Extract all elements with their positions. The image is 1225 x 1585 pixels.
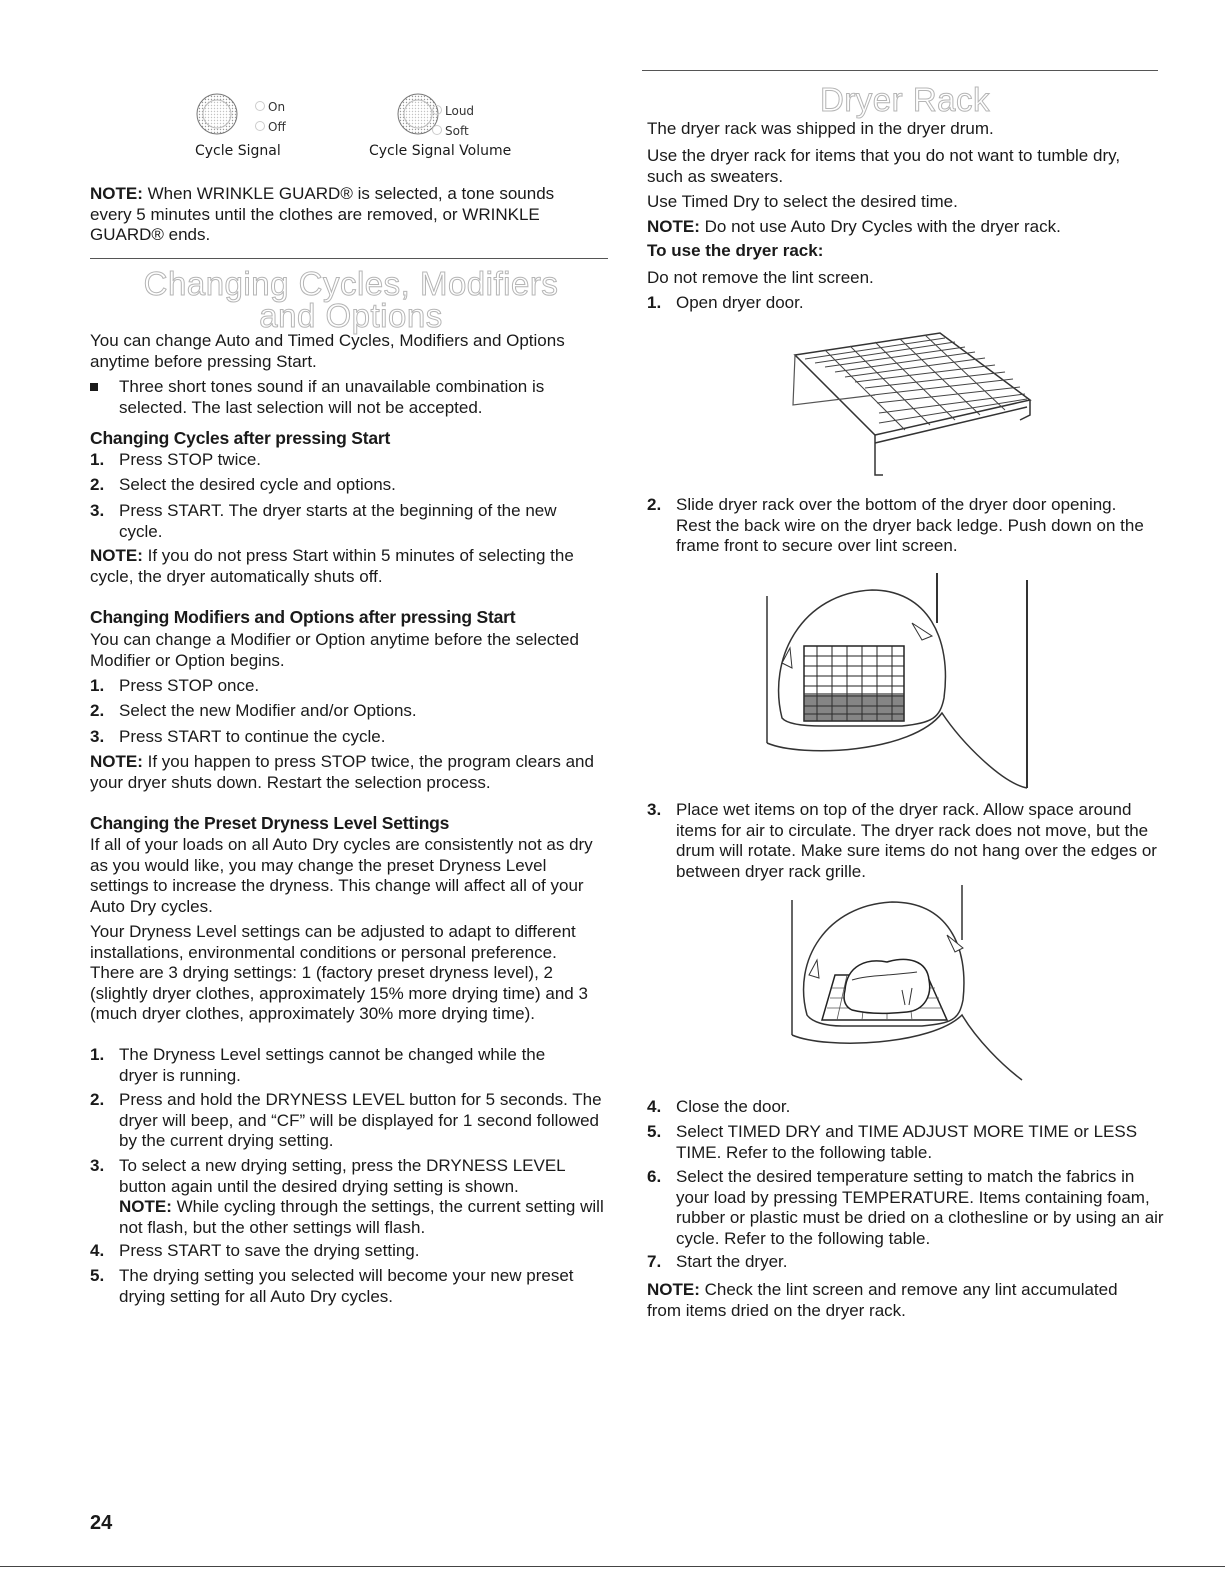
list-item xyxy=(647,293,1163,315)
note-label: NOTE: xyxy=(119,1197,172,1216)
list-item xyxy=(647,1122,1163,1167)
dial-option-off: Off xyxy=(268,120,286,134)
list-item xyxy=(90,450,612,475)
list-item xyxy=(90,475,612,501)
note-label: NOTE: xyxy=(90,546,143,565)
note xyxy=(90,752,595,793)
steps-list xyxy=(90,676,612,751)
dial-option-on: On xyxy=(268,100,286,114)
bullet-icon xyxy=(90,383,98,391)
steps-list xyxy=(90,450,612,545)
step-text: The drying setting you selected will become your new preset drying setting for all Auto Dry cycles. xyxy=(119,1266,574,1306)
step-number: 4. xyxy=(90,1241,105,1260)
rack-para: Do not remove the lint screen. xyxy=(647,268,874,287)
step-text: The Dryness Level settings cannot be changed while the dryer is running. xyxy=(119,1045,546,1085)
note-wrinkle-guard xyxy=(90,184,612,246)
step-text xyxy=(119,1156,609,1238)
list-item xyxy=(647,495,1163,559)
step-text: Press STOP twice. xyxy=(119,450,262,469)
cycle-signal-dial-icon xyxy=(195,92,239,136)
subheading: Changing Modifiers and Options after pressing Start xyxy=(90,607,516,627)
note-text: every 5 minutes until the clothes are removed, or WRINKLE xyxy=(90,204,540,224)
step-text: Press and hold the DRYNESS LEVEL button for 5 seconds. The dryer will beep, and “CF” will be displayed for 1 second followed by the current drying setting. xyxy=(119,1090,602,1150)
note-text: Check the lint screen and remove any lint accumulated from items dried on the dryer rack. xyxy=(647,1280,1118,1320)
bullet-text: Three short tones sound if an unavailable combination is selected. The last selection will not be accepted. xyxy=(119,377,545,417)
step-number: 2. xyxy=(90,475,105,494)
step-number: 2. xyxy=(90,1090,105,1109)
step-number: 7. xyxy=(647,1252,662,1271)
rack-para: Use Timed Dry to select the desired time. xyxy=(647,192,958,211)
dial-option-soft: Soft xyxy=(445,124,469,138)
radio-dot-icon xyxy=(432,105,442,115)
step-number: 4. xyxy=(647,1097,662,1116)
step-text: Select TIMED DRY and TIME ADJUST MORE TIME or LESS TIME. Refer to the following table. xyxy=(676,1122,1138,1162)
section-divider xyxy=(642,70,1158,71)
step-text: Select the desired cycle and options. xyxy=(119,475,396,494)
note-label: NOTE: xyxy=(647,1280,700,1299)
list-item xyxy=(90,1090,612,1156)
step-text: Close the door. xyxy=(676,1097,791,1116)
section-divider xyxy=(90,258,608,259)
note-label: NOTE: xyxy=(647,217,700,236)
step-text: Press START to continue the cycle. xyxy=(119,727,386,746)
dryer-rack-illustration xyxy=(765,325,1045,485)
step-text: Press STOP once. xyxy=(119,676,260,695)
radio-dot-icon xyxy=(255,101,265,111)
step-text: Select the new Modifier and/or Options. xyxy=(119,701,417,720)
dryer-rack-installed-illustration xyxy=(762,568,1042,798)
step-number: 1. xyxy=(90,1045,105,1064)
page-number: 24 xyxy=(90,1512,113,1534)
step-text: Open dryer door. xyxy=(676,293,804,312)
note xyxy=(647,1280,1152,1321)
list-item xyxy=(647,800,1163,884)
steps-list xyxy=(90,1045,612,1310)
step-number: 2. xyxy=(647,495,662,514)
bullet-item xyxy=(90,377,580,418)
step-number: 3. xyxy=(90,1156,105,1175)
dryness-para: If all of your loads on all Auto Dry cycles are consistently not as dry as you would like, you may change the preset Dryness Level settings to increase the dryness. This change will affect all of your Auto Dry cycles. xyxy=(90,835,593,916)
subheading: Changing the Preset Dryness Level Settings xyxy=(90,813,450,833)
note xyxy=(90,546,605,587)
step-number: 6. xyxy=(647,1167,662,1186)
step-number: 1. xyxy=(647,293,662,312)
note-text: When WRINKLE GUARD® is selected, a tone sounds xyxy=(147,184,555,203)
dryer-rack-with-items-illustration xyxy=(787,880,1027,1085)
note-text: Do not use Auto Dry Cycles with the dryer rack. xyxy=(704,217,1061,236)
note-text: GUARD® ends. xyxy=(90,225,211,244)
list-item xyxy=(90,676,612,701)
note-text: While cycling through the settings, the current setting will not flash, but the other settings will flash. xyxy=(119,1197,604,1237)
step-number: 2. xyxy=(90,701,105,720)
rack-para: Use the dryer rack for items that you do not want to tumble dry, such as sweaters. xyxy=(647,146,1121,186)
radio-dot-icon xyxy=(432,125,442,135)
dryness-para: Your Dryness Level settings can be adjusted to adapt to different installations, environmental conditions or personal preference. There are 3 drying settings: 1 (factory preset dryness level), 2 (slightly dryer clothes, approximately 15% more drying time) and 3 (much dryer clothes, approximately 30% more drying time). xyxy=(90,922,588,1023)
step-text: Press START. The dryer starts at the beginning of the new cycle. xyxy=(119,501,557,541)
dial-option-loud: Loud xyxy=(445,104,475,118)
list-item xyxy=(647,1167,1163,1252)
section-title: Changing Cycles, Modifiers xyxy=(143,265,559,302)
note-text: If you do not press Start within 5 minutes of selecting the cycle, the dryer automatically shuts off. xyxy=(90,546,574,586)
step-number: 3. xyxy=(90,727,105,746)
step-text: Place wet items on top of the dryer rack. Allow space around items for air to circulate. The dryer rack does not move, but the drum will rotate. Make sure items do not hang over the edges or between dryer rack grille. xyxy=(676,800,1157,881)
cycle-signal-volume-label: Cycle Signal Volume xyxy=(369,143,512,159)
step-text: Press START to save the drying setting. xyxy=(119,1241,420,1260)
step-text: Slide dryer rack over the bottom of the dryer door opening. Rest the back wire on the dryer back ledge. Push down on the frame front to secure over lint screen. xyxy=(676,495,1144,555)
list-item xyxy=(90,727,612,751)
step-text-main: To select a new drying setting, press the DRYNESS LEVEL button again until the desired drying setting is shown. xyxy=(119,1156,566,1196)
subheading: To use the dryer rack: xyxy=(647,241,824,260)
radio-dot-icon xyxy=(255,121,265,131)
list-item xyxy=(90,1045,612,1090)
step-number: 3. xyxy=(647,800,662,819)
list-item xyxy=(647,1252,1163,1274)
page-bottom-rule xyxy=(0,1566,1225,1567)
note-label: NOTE: xyxy=(90,752,143,771)
rack-para: The dryer rack was shipped in the dryer drum. xyxy=(647,119,994,138)
list-item xyxy=(90,701,612,727)
section-title: Dryer Rack xyxy=(819,81,991,118)
list-item xyxy=(647,1097,1163,1122)
steps-list xyxy=(647,1097,1163,1274)
step-number: 5. xyxy=(90,1266,105,1285)
cycle-signal-label: Cycle Signal xyxy=(195,143,281,159)
note-text: If you happen to press STOP twice, the program clears and your dryer shuts down. Restart the selection process. xyxy=(90,752,594,792)
step-text: Select the desired temperature setting to match the fabrics in your load by pressing TEMPERATURE. Items containing foam, rubber or plastic must be dried on a clothesline or by using an air cycle. Refer to the following table. xyxy=(676,1167,1164,1248)
section-title: and Options xyxy=(259,297,443,334)
step-number: 5. xyxy=(647,1122,662,1141)
step-number: 3. xyxy=(90,501,105,520)
step-number: 1. xyxy=(90,676,105,695)
list-item xyxy=(90,1266,612,1310)
changing-intro: You can change Auto and Timed Cycles, Modifiers and Options anytime before pressing Start. xyxy=(90,331,565,371)
list-item xyxy=(90,501,612,545)
subheading: Changing Cycles after pressing Start xyxy=(90,428,391,448)
list-item xyxy=(90,1241,612,1266)
step-number: 1. xyxy=(90,450,105,469)
list-item xyxy=(90,1156,612,1241)
modifiers-intro: You can change a Modifier or Option anytime before the selected Modifier or Option begins. xyxy=(90,630,579,670)
note-label: NOTE: xyxy=(90,184,143,203)
note xyxy=(647,217,1061,238)
step-text: Start the dryer. xyxy=(676,1252,788,1271)
